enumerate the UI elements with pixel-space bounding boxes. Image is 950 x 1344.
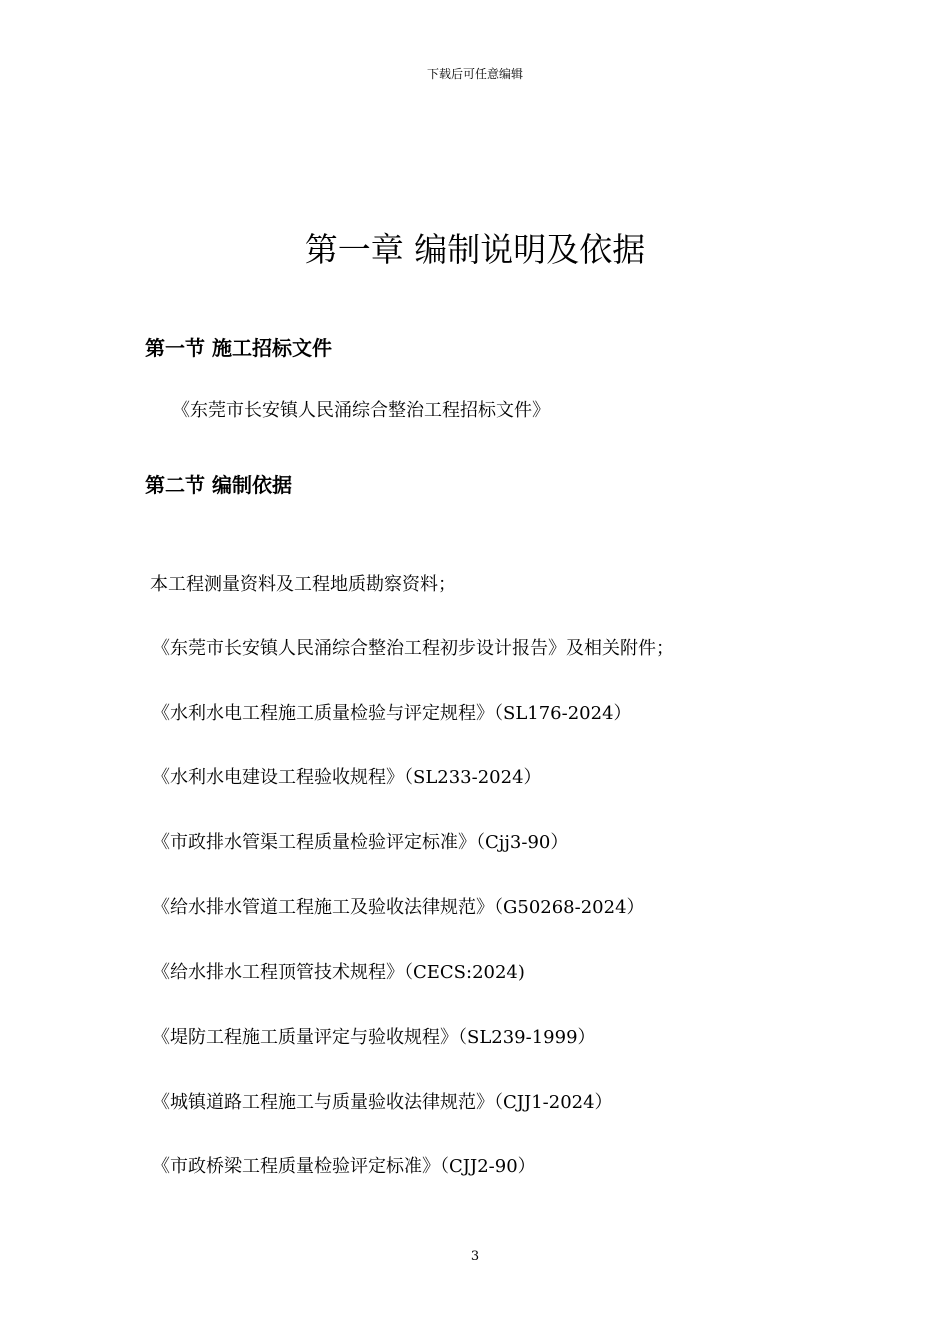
list-item: 《给水排水管道工程施工及验收法律规范》（G50268-2024） xyxy=(152,897,645,918)
list-item: 《东莞市长安镇人民涌综合整治工程初步设计报告》及相关附件； xyxy=(152,638,674,659)
list-item: 《市政桥梁工程质量检验评定标准》（CJJ2-90） xyxy=(152,1156,536,1177)
list-item: 本工程测量资料及工程地质勘察资料； xyxy=(150,574,456,595)
section-heading-compilation-basis: 第二节 编制依据 xyxy=(145,473,292,497)
list-item: 《给水排水工程顶管技术规程》（CECS:2024) xyxy=(152,962,525,983)
list-item: 《水利水电建设工程验收规程》（SL233-2024） xyxy=(152,767,542,788)
list-item: 《堤防工程施工质量评定与验收规程》（SL239-1999） xyxy=(152,1027,596,1048)
page-number: 3 xyxy=(470,1249,480,1264)
section-heading-bidding-documents: 第一节 施工招标文件 xyxy=(145,336,332,360)
chapter-title: 第一章 编制说明及依据 xyxy=(304,230,646,269)
list-item: 《水利水电工程施工质量检验与评定规程》（SL176-2024） xyxy=(152,703,632,724)
list-item: 《城镇道路工程施工与质量验收法律规范》（CJJ1-2024） xyxy=(152,1092,613,1113)
header-note: 下载后可任意编辑 xyxy=(426,67,523,81)
list-item: 《市政排水管渠工程质量检验评定标准》（Cjj3-90） xyxy=(152,832,569,853)
bidding-document-title: 《东莞市长安镇人民涌综合整治工程招标文件》 xyxy=(172,400,550,421)
